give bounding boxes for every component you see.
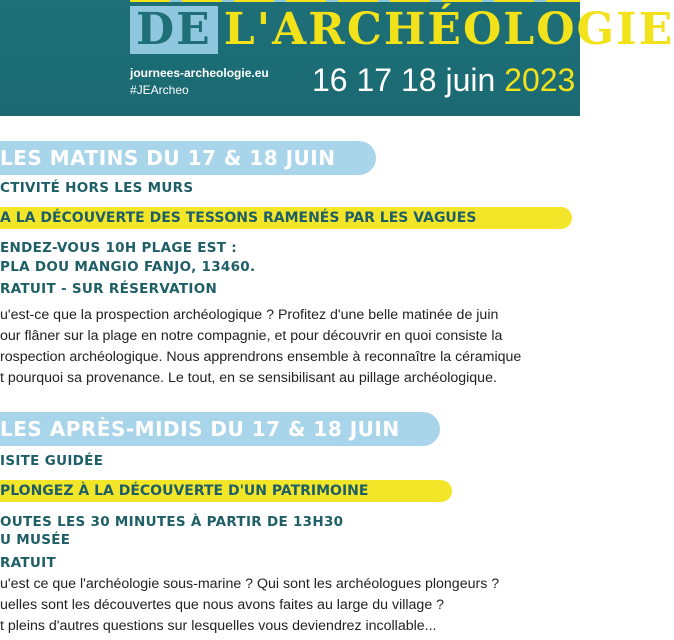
banner-title: [130, 4, 674, 55]
section1-heading: LES MATINS DU 17 & 18 JUIN: [0, 141, 376, 175]
header-banner: [0, 0, 674, 116]
section1-description-line: our flâner sur la plage en notre compagnie, et pour découvrir en quoi consiste la: [0, 328, 503, 344]
section1-description-line: t pourquoi sa provenance. Le tout, en se sensibilisant au pillage archéologique.: [0, 370, 497, 386]
section2-activity-type: ISITE GUIDÉE: [0, 453, 104, 469]
banner-website: journees-archeologie.eu: [130, 66, 269, 80]
section2-description-line: t pleins d'autres questions sur lesquelles vous deviendrez incollable...: [0, 618, 437, 634]
section2-heading: LES APRÈS-MIDIS DU 17 & 18 JUIN: [0, 412, 440, 446]
banner-dates: [312, 62, 575, 99]
banner-dates-year: 2023: [504, 62, 576, 98]
section2-description-line: uelles sont les découvertes que nous avons faites au large du village ?: [0, 597, 445, 613]
section2-time-line1: OUTES LES 30 MINUTES À PARTIR DE 13H30: [0, 514, 344, 530]
section1-price: RATUIT - SUR RÉSERVATION: [0, 281, 218, 297]
section2-time-line2: U MUSÉE: [0, 532, 71, 548]
section1-description-line: rospection archéologique. Nous apprendrons ensemble à reconnaître la céramique: [0, 349, 522, 365]
banner-title-de: DE: [130, 6, 218, 54]
section2-price: RATUIT: [0, 555, 56, 571]
section1-rdv-line2: PLA DOU MANGIO FANJO, 13460.: [0, 259, 256, 275]
section2-title: PLONGEZ À LA DÉCOUVERTE D'UN PATRIMOINE: [0, 480, 452, 502]
section1-description: [0, 305, 566, 389]
section1-rdv-line1: ENDEZ-VOUS 10H PLAGE EST :: [0, 240, 237, 256]
banner-title-main: L'ARCHÉOLOGIE: [223, 4, 674, 55]
section2-description-line: u'est ce que l'archéologie sous-marine ? Qui sont les archéologues plongeurs ?: [0, 576, 500, 592]
banner-hashtag: #JEArcheo: [130, 83, 189, 97]
section2-description: [0, 574, 566, 637]
banner-dates-days: 16 17 18 juin: [312, 62, 496, 98]
section1-description-line: u'est-ce que la prospection archéologique ? Profitez d'une belle matinée de juin: [0, 307, 499, 323]
section1-activity-type: CTIVITÉ HORS LES MURS: [0, 180, 194, 196]
section1-title: A LA DÉCOUVERTE DES TESSONS RAMENÉS PAR LES VAGUES: [0, 207, 572, 229]
banner-decor-strip: [130, 0, 580, 2]
